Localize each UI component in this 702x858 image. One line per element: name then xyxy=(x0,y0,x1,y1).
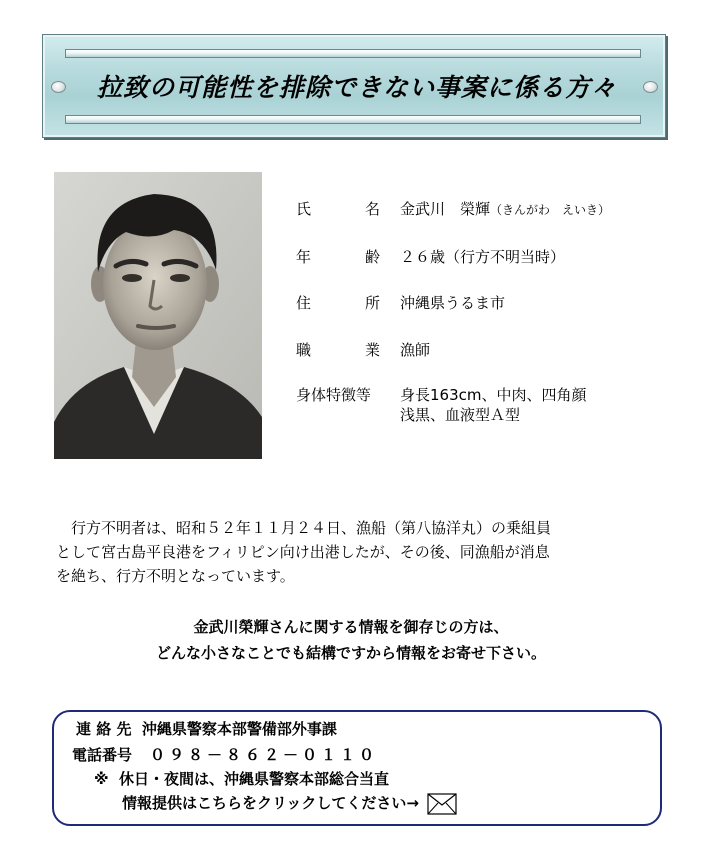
banner-bottom-rail xyxy=(65,115,641,124)
contact-office-row xyxy=(76,718,337,739)
age-value: ２６歳（行方不明当時） xyxy=(400,248,566,266)
name-reading: （きんがわ えいき） xyxy=(490,203,611,217)
description-line: 行方不明者は、昭和５２年１１月２４日、漁船（第八協洋丸）の乗組員 xyxy=(71,519,552,537)
title-banner xyxy=(42,34,666,138)
information-appeal xyxy=(40,614,662,666)
banner-left-knob-icon xyxy=(51,81,66,93)
description-line: を絶ち、行方不明となっています。 xyxy=(56,567,295,585)
page-title: 拉致の可能性を排除できない事案に係る方々 xyxy=(96,73,617,102)
appeal-line: どんな小さなことでも結構ですから情報をお寄せ下さい。 xyxy=(155,644,546,662)
name-value: 金武川 榮輝（きんがわ えいき） xyxy=(400,200,611,218)
case-description xyxy=(56,516,656,588)
appeal-line: 金武川榮輝さんに関する情報を御存じの方は、 xyxy=(193,618,509,636)
address-value: 沖縄県うるま市 xyxy=(400,294,506,312)
banner-top-rail xyxy=(65,49,641,58)
mail-envelope-icon[interactable] xyxy=(427,793,457,815)
contact-phone-row xyxy=(72,744,378,765)
banner-right-knob-icon xyxy=(643,81,658,93)
name-label: 氏 名 xyxy=(296,200,380,218)
contact-office: 沖縄県警察本部警備部外事課 xyxy=(141,720,337,738)
address-label: 住 所 xyxy=(296,294,380,312)
contact-link-row[interactable] xyxy=(122,792,457,815)
contact-note-row xyxy=(94,768,389,789)
features-value-line2: 浅黒、血液型Ａ型 xyxy=(400,406,521,424)
phone-number: ０９８－８６２－０１１０ xyxy=(150,746,379,764)
contact-box xyxy=(52,710,662,826)
missing-person-photo xyxy=(54,172,262,459)
note-mark: ※ xyxy=(94,770,109,788)
age-label: 年 齢 xyxy=(296,248,380,266)
contact-note: 休日・夜間は、沖縄県警察本部総合当直 xyxy=(119,770,390,788)
info-submit-link[interactable]: 情報提供はこちらをクリックしてください→ xyxy=(122,794,419,812)
occupation-value: 漁師 xyxy=(400,341,431,359)
phone-label: 電話番号 xyxy=(72,746,133,764)
features-value-line1: 身長163cm、中肉、四角顔 xyxy=(400,386,587,404)
features-label: 身体特徴等 xyxy=(296,386,372,404)
occupation-label: 職 業 xyxy=(296,341,380,359)
contact-label: 連 絡 先 xyxy=(76,720,132,738)
description-line: として宮古島平良港をフィリピン向け出港したが、その後、同漁船が消息 xyxy=(56,543,550,561)
